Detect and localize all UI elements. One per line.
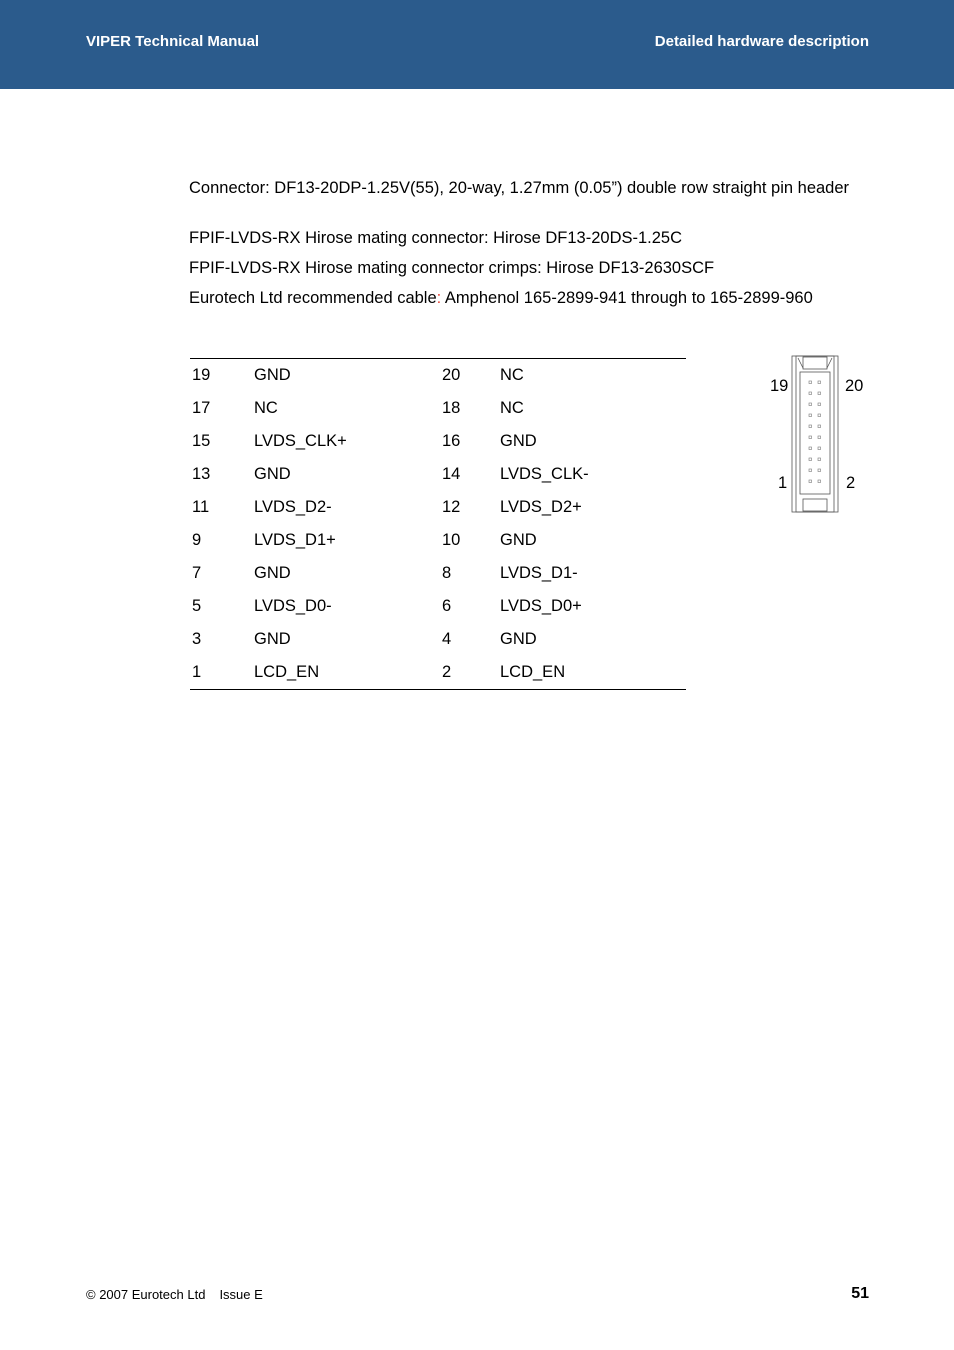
pinout-table [190, 358, 686, 690]
connector-pin [809, 458, 812, 461]
pin-number-odd: 19 [190, 359, 252, 393]
diagram-label-1: 1 [778, 474, 788, 492]
connector-pin [809, 469, 812, 472]
cable-label: Eurotech Ltd recommended cable [189, 289, 437, 307]
signal-even: LVDS_D1- [500, 564, 578, 582]
signal-even: LVDS_D2+ [500, 498, 582, 516]
copyright-text: © 2007 Eurotech Ltd [86, 1287, 206, 1302]
header-section-title: Detailed hardware description [654, 33, 869, 50]
pin-number-odd: 17 [192, 399, 211, 417]
pin-number-even: 16 [442, 432, 461, 450]
pin-number-odd: 13 [192, 465, 211, 483]
table-row [190, 425, 686, 458]
signal-even: GND [500, 630, 537, 648]
signal-odd: GND [254, 564, 291, 582]
pin-number-even: 8 [442, 564, 452, 582]
pin-number-even: 14 [442, 465, 461, 483]
table-row [190, 359, 686, 393]
connector-pin [818, 480, 821, 483]
mating-connector-text: FPIF-LVDS-RX Hirose mating connector: Hirose DF13-20DS-1.25C [189, 229, 683, 247]
connector-pin [818, 436, 821, 439]
header-manual-title: VIPER Technical Manual [86, 33, 260, 50]
connector-pin [809, 480, 812, 483]
connector-pin [809, 447, 812, 450]
pin-number-even: 18 [442, 399, 461, 417]
table-row [190, 491, 686, 524]
cable-text [189, 288, 869, 309]
crimps-text: FPIF-LVDS-RX Hirose mating connector crimps: Hirose DF13-2630SCF [189, 259, 715, 277]
signal-odd: LVDS_CLK+ [254, 432, 347, 450]
connector-pin [809, 392, 812, 395]
table-row [190, 392, 686, 425]
pin-number-even: 4 [442, 630, 452, 648]
connector-pin [818, 414, 821, 417]
connector-pin [809, 381, 812, 384]
connector-pin [818, 403, 821, 406]
signal-odd: LVDS_D2- [254, 498, 332, 516]
table-row [190, 590, 686, 623]
connector-pin [818, 381, 821, 384]
table-row [190, 458, 686, 491]
connector-pin [809, 436, 812, 439]
signal-odd: GND [252, 359, 440, 393]
cable-colon: : [436, 289, 442, 307]
pin-number-odd: 15 [192, 432, 211, 450]
issue-text: Issue E [219, 1287, 263, 1302]
signal-odd: LCD_EN [252, 656, 440, 690]
pin-number-odd: 5 [192, 597, 202, 615]
table-row [190, 557, 686, 590]
connector-pin [818, 392, 821, 395]
page-number: 51 [851, 1285, 869, 1302]
pin-number-even: 20 [440, 359, 498, 393]
connector-pin [818, 425, 821, 428]
pin-number-even: 6 [442, 597, 452, 615]
signal-odd: LVDS_D0- [254, 597, 332, 615]
connector-description: Connector: DF13-20DP-1.25V(55), 20-way, 1.27mm (0.05”) double row straight pin header [189, 179, 850, 197]
signal-odd: GND [254, 630, 291, 648]
pin-number-odd: 3 [192, 630, 202, 648]
connector-pin [818, 447, 821, 450]
signal-odd: LVDS_D1+ [254, 531, 336, 549]
pin-number-odd: 1 [190, 656, 252, 690]
pin-number-even: 10 [442, 531, 461, 549]
signal-even: NC [498, 359, 686, 393]
footer-copyright [86, 1287, 263, 1302]
page-header [0, 0, 954, 89]
pin-number-even: 12 [442, 498, 461, 516]
signal-even: GND [500, 531, 537, 549]
signal-even: LVDS_CLK- [500, 465, 589, 483]
connector-pin [818, 458, 821, 461]
signal-odd: NC [254, 399, 278, 417]
connector-pin [818, 469, 821, 472]
signal-odd: GND [254, 465, 291, 483]
signal-even: LCD_EN [498, 656, 686, 690]
signal-even: LVDS_D0+ [500, 597, 582, 615]
table-row [190, 623, 686, 656]
pin-number-odd: 7 [192, 564, 202, 582]
table-row [190, 656, 686, 690]
connector-outline-graphic [790, 354, 840, 514]
pin-number-even: 2 [440, 656, 498, 690]
pin-number-odd: 11 [192, 498, 210, 516]
signal-even: NC [500, 399, 524, 417]
diagram-label-20: 20 [845, 377, 864, 395]
connector-pin [809, 425, 812, 428]
cable-value: Amphenol 165-2899-941 through to 165-2899-960 [441, 289, 813, 307]
pin-number-odd: 9 [192, 531, 202, 549]
table-row [190, 524, 686, 557]
connector-pin [809, 414, 812, 417]
connector-pin [809, 403, 812, 406]
signal-even: GND [500, 432, 537, 450]
diagram-label-2: 2 [846, 474, 856, 492]
connector-diagram [765, 352, 875, 517]
diagram-label-19: 19 [770, 377, 789, 395]
